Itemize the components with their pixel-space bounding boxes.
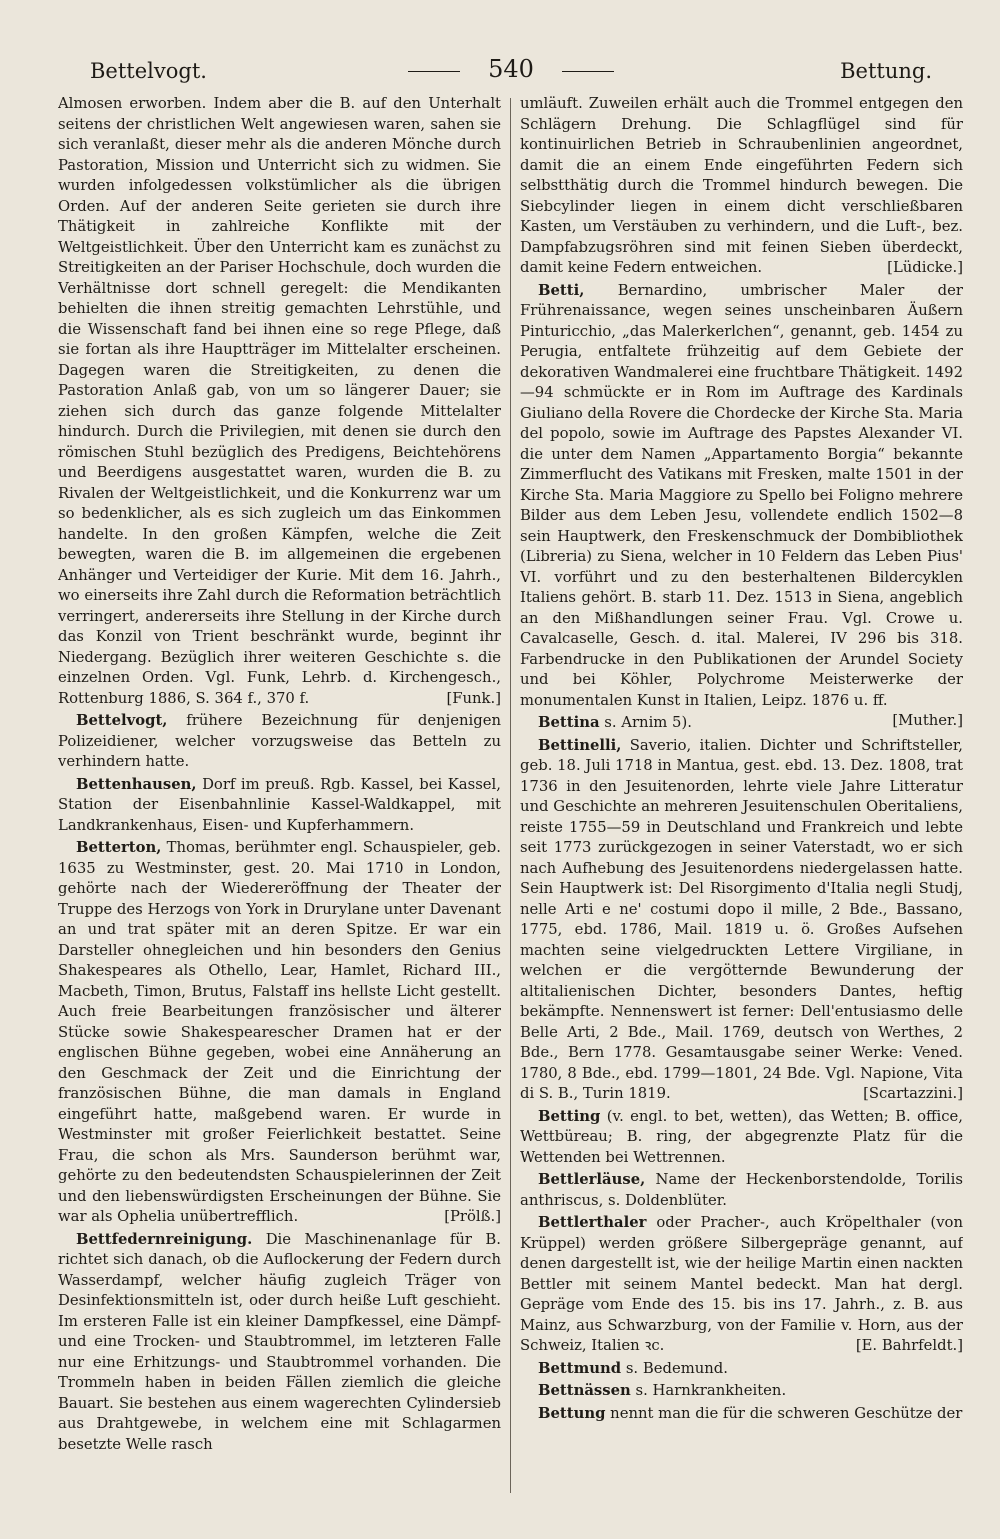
entry-headword: Betting: [538, 1107, 601, 1125]
entry-text: frühere Bezeichnung für denjenigen Polizeidiener, welcher vorzugsweise das Betteln zu verhindern hatte.: [58, 712, 501, 770]
dictionary-entry: [58, 775, 501, 837]
dictionary-entry: [58, 94, 501, 709]
column-divider: [510, 98, 511, 1493]
entry-text: nennt man die für die schweren Geschütze der: [610, 1404, 963, 1422]
entry-headword: Bettina: [538, 714, 600, 731]
header-dash-right: [562, 71, 614, 72]
author-signature: [E. Bahrfeldt.]: [855, 1337, 963, 1354]
entry-text: s. Arnim 5).: [604, 714, 692, 731]
author-signature: [Funk.]: [446, 689, 501, 707]
entry-text: Almosen erworben. Indem aber die B. auf den Unterhalt seitens der christlichen Welt angewiesen waren, sahen sie sich veranlaßt, dieser mehr als die anderen Mönche durch Pastoration, Mission und Unterricht sich zu widmen. Sie wurden infolgedessen volkstümlicher als die übrigen Orden. Auf der anderen Seite gerieten sie durch ihre Thätigkeit in zahlreiche Konflikte mit der Weltgeistlichkeit. Über den Unterricht kam es zunächst zu Streitigkeiten an der Pariser Hochschule, doch wurden die Verhältnisse dort schnell geregelt: die Mendikanten behielten die ihnen streitig gemachten Lehrstühle, und die Wissenschaft fand bei ihnen eine so rege Pflege, daß sie fortan als ihre Hauptträger im Mittelalter erscheinen. Dagegen waren die Streitigkeiten, zu denen die Pastoration Anlaß gab, von um so längerer Dauer; sie ziehen sich durch das ganze folgende Mittelalter hindurch. Durch die Privilegien, mit denen sie durch den römischen Stuhl bezüglich des Predigens, Beichtehörens und Beerdigens ausgestattet waren, wurden die B. zu Rivalen der Weltgeistlichkeit, und die Konkurrenz war um so bedenklicher, als es sich zugleich um das Einkommen handelte. In den großen Kämpfen, welche die Zeit bewegten, waren die B. im allgemeinen die ergebenen Anhänger und Verteidiger der Kurie. Mit dem 16. Jahrh., wo einerseits ihre Zahl durch die Reformation beträchtlich verringert, andererseits ihre Stellung in der Kirche durch das Konzil von Trient beschränkt wurde, beginnt ihr Niedergang. Bezüglich ihrer weiteren Geschichte s. die einzelnen Orden. Vgl. Funk, Lehrb. d. Kirchengesch., Rottenburg 1886, S. 364 f., 370 f.: [58, 95, 501, 707]
entry-headword: Bettelvogt,: [76, 712, 168, 729]
entry-headword: Betti,: [538, 281, 585, 299]
entry-headword: Bettinelli,: [538, 736, 622, 754]
page-header: [90, 55, 932, 89]
dictionary-entry: [58, 711, 501, 773]
dictionary-entry: [520, 736, 963, 1105]
dictionary-entry: [520, 1213, 963, 1357]
entry-headword: Bettlerläuse,: [538, 1171, 646, 1188]
dictionary-entry: [520, 1170, 963, 1211]
left-column: [58, 94, 501, 1514]
author-signature: [Muther.]: [892, 712, 963, 729]
entry-headword: Bettlerthaler: [538, 1214, 647, 1231]
author-signature: [Lüdicke.]: [887, 259, 963, 276]
entry-text: Thomas, berühmter engl. Schauspieler, geb. 1635 zu Westminster, gest. 20. Mai 1710 in London, gehörte nach der Wiedereröffnung der Theater der Truppe des Herzogs von York in Drurylane unter Davenant an und trat später mit an deren Spitze. Er war ein Darsteller ohnegleichen und hin besonders den Genius Shakespeares als Othello, Lear, Hamlet, Richard III., Macbeth, Timon, Brutus, Falstaff ins hellste Licht gestellt. Auch freie Bearbeitungen französischer und älterer Stücke sowie Shakespearescher Dramen hat er der englischen Bühne gegeben, wobei eine Annäherung an den Geschmack der Zeit und die Einrichtung der französischen Bühne, die man damals in England eingeführt hatte, maßgebend waren. Er wurde in Westminster mit großer Feierlichkeit bestattet. Seine Frau, die schon als Mrs. Saunderson berühmt war, gehörte zu den bedeutendsten Schauspielerinnen der Zeit und den liebenswürdigsten Erscheinungen der Bühne. Sie war als Ophelia unübertrefflich.: [58, 839, 501, 1225]
entry-text: oder Pracher-, auch Kröpelthaler (von Krüppel) werden größere Silbergepräge genannt, auf denen dargestellt ist, wie der heilige Martin einen nackten Bettler mit seinem Mantel bedeckt. Man hat dergl. Gepräge vom Ende des 15. bis ins 17. Jahrh., z. B. aus Mainz, aus Schwarzburg, von der Familie v. Horn, aus der Schweiz, Italien ꝛc.: [520, 1214, 963, 1354]
entry-text: umläuft. Zuweilen erhält auch die Trommel entgegen den Schlägern Drehung. Die Schlagflügel sind für kontinuirlichen Betrieb in Schraubenlinien angeordnet, damit die an einem Ende eingeführten Federn sich selbstthätig durch die Trommel hindurch bewegen. Die Siebcylinder liegen in einem dicht verschließbaren Kasten, um Verstäuben zu verhindern, und die Luft-, bez. Dampfabzugsröhren sind mit feinen Sieben überdeckt, damit keine Federn entweichen.: [520, 95, 963, 276]
entry-text: Bernardino, umbrischer Maler der Frührenaissance, wegen seines unscheinbaren Äußern Pinturicchio, „das Malerkerlchen“, genannt, geb. 1454 zu Perugia, entfaltete frühzeitig auf dem Gebiete der dekorativen Wandmalerei eine fruchtbare Thätigkeit. 1492—94 schmückte er in Rom im Auftrage des Kardinals Giuliano della Rovere die Chordecke der Kirche Sta. Maria del popolo, sowie im Auftrage des Papstes Alexander VI. die unter dem Namen „Appartamento Borgia“ bekannte Zimmerflucht des Vatikans mit Fresken, malte 1501 in der Kirche Sta. Maria Maggiore zu Spello bei Foligno mehrere Bilder aus dem Leben Jesu, vollendete endlich 1502—8 sein Hauptwerk, den Freskenschmuck der Dombibliothek (Libreria) zu Siena, welcher in 10 Feldern das Leben Pius' VI. vorführt und zu den besterhaltenen Bildercyklen Italiens gehört. B. starb 11. Dez. 1513 in Siena, angeblich an den Mißhandlungen seiner Frau. Vgl. Crowe u. Cavalcaselle, Gesch. d. ital. Malerei, IV 296 bis 318. Farbendrucke in den Publikationen der Arundel Society und bei Köhler, Polychrome Meisterwerke der monumentalen Kunst in Italien, Leipz. 1876 u. ff.: [520, 281, 963, 709]
entry-text: (v. engl. to bet, wetten), das Wetten; B. office, Wettbüreau; B. ring, der abgegrenzte Platz für die Wettenden bei Wettrennen.: [520, 1107, 963, 1166]
entry-text: s. Bedemund.: [625, 1359, 728, 1377]
entry-text: Dorf im preuß. Rgb. Kassel, bei Kassel, Station der Eisenbahnlinie Kassel-Waldkappel, mit Landkrankenhaus, Eisen- und Kupferhammern.: [58, 775, 501, 834]
author-signature: [Prölß.]: [444, 1208, 501, 1225]
dictionary-entry: [520, 1359, 963, 1380]
page-number: 540: [488, 55, 534, 83]
entry-headword: Betterton,: [76, 839, 162, 856]
header-page-number-group: [90, 55, 932, 83]
header-left-catchword: Bettelvogt.: [90, 59, 207, 83]
entry-headword: Bettmund: [538, 1359, 622, 1377]
dictionary-entry: [520, 1404, 963, 1425]
dictionary-entry: [520, 94, 963, 279]
dictionary-entry: [520, 1107, 963, 1169]
entry-text: Die Maschinenanlage für B. richtet sich danach, ob die Auflockerung der Federn durch Wasserdampf, welcher häufig zugleich Träger von Desinfektionsmitteln ist, oder durch heiße Luft geschieht. Im ersteren Falle ist ein kleiner Dampfkessel, eine Dämpf- und eine Trocken- und Staubtrommel, im letzteren Falle nur eine Erhitzungs- und Staubtrommel vorhanden. Die Trommeln haben in beiden Fällen ziemlich die gleiche Bauart. Sie bestehen aus einem wagerechten Cylindersieb aus Drahtgewebe, in welchem eine mit Schlagarmen besetzte Welle rasch: [58, 1230, 501, 1453]
entry-headword: Bettfedernreinigung.: [76, 1230, 253, 1248]
author-signature: [Scartazzini.]: [863, 1085, 963, 1102]
header-right-catchword: Bettung.: [840, 59, 932, 83]
entry-headword: Bettnässen: [538, 1382, 631, 1399]
dictionary-entry: [58, 1230, 501, 1456]
dictionary-entry: [520, 1381, 963, 1402]
right-column: [520, 94, 963, 1514]
dictionary-entry: [58, 838, 501, 1228]
entry-text: s. Harnkrankheiten.: [635, 1382, 787, 1399]
entry-text: Name der Heckenborstendolde, Torilis anthriscus, s. Doldenblüter.: [520, 1171, 963, 1209]
header-dash-left: [408, 71, 460, 72]
entry-text: Saverio, italien. Dichter und Schriftsteller, geb. 18. Juli 1718 in Mantua, gest. ebd. 13. Dez. 1808, trat 1736 in den Jesuitenorden, lehrte viele Jahre Litteratur und Geschichte an mehreren Jesuitenschulen Oberitaliens, reiste 1755—59 in Deutschland und Frankreich und lebte seit 1773 zurückgezogen in seiner Vaterstadt, wo er sich nach Aufhebung des Jesuitenordens niedergelassen hatte. Sein Hauptwerk ist: Del Risorgimento d'Italia negli Studj, nelle Arti e ne' costumi dopo il mille, 2 Bde., Bassano, 1775, ebd. 1786, Mail. 1819 u. ö. Großes Aufsehen machten seine vielgedruckten Lettere Virgiliane, in welchen er die vergötternde Bewunderung der altitalienischen Dichter, besonders Dantes, heftig bekämpfte. Nennenswert ist ferner: Dell'entusiasmo delle Belle Arti, 2 Bde., Mail. 1769, deutsch von Werthes, 2 Bde., Bern 1778. Gesamtausgabe seiner Werke: Vened. 1780, 8 Bde., ebd. 1799—1801, 24 Bde. Vgl. Napione, Vita di S. B., Turin 1819.: [520, 736, 963, 1102]
entry-headword: Bettenhausen,: [76, 775, 197, 793]
entry-headword: Bettung: [538, 1404, 606, 1422]
